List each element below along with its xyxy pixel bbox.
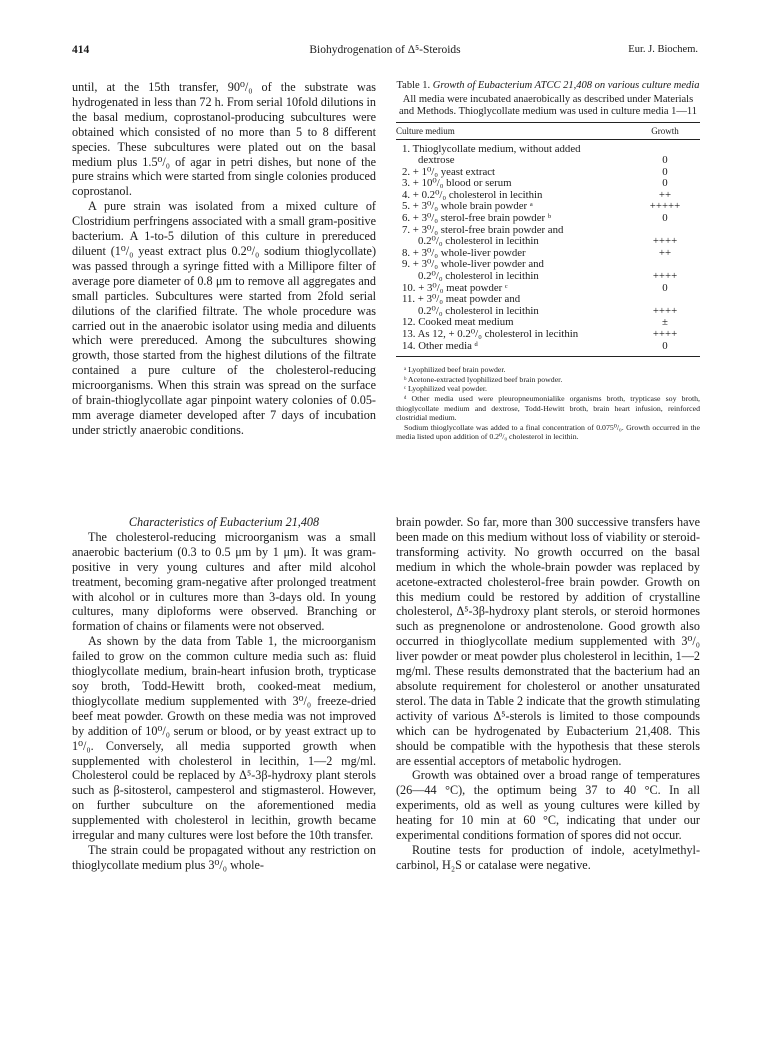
left-column-bottom	[72, 515, 376, 873]
column-header-growth: Growth	[651, 125, 679, 136]
growth-cell: ++++	[652, 328, 678, 340]
growth-cell: +++++	[649, 200, 681, 213]
table-footnote: Sodium thioglycollate was added to a final concentration of 0.075⁰/₀. Growth occurred in the media listed upon addition of 0.2⁰/₀ cholesterol in lecithin.	[396, 422, 700, 442]
medium-cell: 0.2⁰/₀ cholesterol in lecithin	[418, 304, 539, 317]
growth-cell: ±	[662, 316, 668, 329]
growth-cell: 0	[662, 177, 668, 190]
growth-cell: 0	[662, 281, 668, 294]
medium-cell: 12. Cooked meat medium	[402, 316, 514, 329]
page-number: 414	[72, 44, 90, 56]
growth-cell: ++++	[652, 304, 678, 317]
table-caption	[396, 80, 700, 93]
medium-cell: 4. + 0.2⁰/₀ cholesterol in lecithin	[402, 188, 543, 201]
table-title: Growth of Eubacterium ATCC 21,408 on various culture media	[432, 80, 700, 91]
paragraph: brain powder. So far, more than 300 successive transfers have been made on this medium without loss of viability or steroid-transforming activity. No growth occurred on the basal medium in which the whole-brain powder was replaced by acetone-extracted cholesterol-free brain powder. Growth on this medium could be restored by addition of crystalline cholesterol, Δ⁵-3β-hydroxy plant sterols, or steroid hormones such as pregnenolone or androstenolone. Good growth also occurred in thioglycollate medium supplemented with 3⁰/₀ liver powder or meat powder plus cholesterol in lecithin, 1—2 mg/ml. These results demonstrated that the bacterium had an absolute requirement for cholesterol or another unsaturated sterol. The data in Table 2 indicate that the growth stimulating activity of various Δ⁵-sterols is limited to those compounds which can be hydrogenated by Eubacterium 21,408. This should be compatible with the hypothesis that these sterols are essential acceptors of metabolic hydrogen.	[396, 515, 700, 768]
paragraph: The strain could be propagated without any restriction on thioglycollate medium plus 3⁰/₀ whole-	[72, 842, 376, 872]
table-header	[396, 123, 700, 139]
medium-cell: 8. + 3⁰/₀ whole-liver powder	[402, 246, 526, 259]
growth-cell: ++++	[652, 235, 678, 248]
medium-cell: 6. + 3⁰/₀ sterol-free brain powder ᵇ	[402, 212, 552, 225]
medium-cell: 13. As 12, + 0.2⁰/₀ cholesterol in lecithin	[402, 328, 579, 340]
medium-cell: 3. + 10⁰/₀ blood or serum	[402, 177, 512, 190]
table-row	[396, 213, 700, 225]
paragraph: The cholesterol-reducing microorganism was a small anaerobic bacterium (0.3 to 0.5 μm by 1 μm). It was gram-positive in very young cultures and after mild alcohol treatment, becoming gram-negative after prolonged treatment with alcohol or in cultures more than 3-days old. In young cultures, many diploforms were observed. Branching or formation of chains or filaments were not observed.	[72, 529, 376, 634]
growth-cell: ++++	[652, 270, 678, 283]
running-title: Biohydrogenation of Δ⁵-Steroids	[309, 44, 461, 56]
growth-cell: 0	[662, 339, 668, 352]
journal-name: Eur. J. Biochem.	[628, 44, 698, 55]
paragraph: Routine tests for production of indole, acetylmethyl-carbinol, H₂S or catalase were negative.	[396, 842, 700, 872]
medium-cell: 1. Thioglycollate medium, without added	[402, 142, 581, 155]
table-footnote: ᵃ Lyophilized beef brain powder.	[404, 365, 506, 375]
table-1	[396, 80, 700, 442]
medium-cell: 14. Other media ᵈ	[402, 339, 478, 352]
table-footnote: ᵇ Acetone-extracted lyophilized beef brain powder.	[404, 374, 563, 384]
medium-cell: 9. + 3⁰/₀ whole-liver powder and	[402, 258, 544, 271]
medium-cell: 10. + 3⁰/₀ meat powder ᶜ	[402, 281, 508, 294]
table-rule-header	[396, 139, 700, 140]
paragraph: Growth was obtained over a broad range of temperatures (26—44 °C), the optimum being 37 to 40 °C. In all experiments, old as well as young cultures were killed by heating for 10 min at 60 °C, indicating that under our experimental conditions formation of spores did not occur.	[396, 768, 700, 843]
right-column-bottom	[396, 515, 700, 873]
table-body	[396, 144, 700, 353]
medium-cell: dextrose	[418, 154, 455, 167]
section-heading: Characteristics of Eubacterium 21,408	[128, 515, 320, 529]
table-rule-bottom	[396, 356, 700, 357]
column-header-medium: Culture medium	[396, 125, 455, 136]
table-row	[396, 329, 700, 341]
medium-cell: 2. + 1⁰/₀ yeast extract	[402, 165, 496, 178]
table-footnote: ᵈ Other media used were pleuropneumonialike organisms broth, trypticase soy broth, thioglycollate medium and dextrose, Todd-Hewitt broth, brain heart infusion, reinforced clostridial medium.	[396, 393, 700, 423]
paragraph: until, at the 15th transfer, 90⁰/₀ of the substrate was hydrogenated in less than 72 h. From serial 10fold dilutions in the basal medium, coprostanol-producing subcultures were obtained which consisted of no more than 5 to 8 different species. These subcultures were plated out on the basal medium plus 1.5⁰/₀ of agar in petri dishes, but none of the pure strains which were started from single colonies produced coprostanol.	[72, 80, 376, 199]
growth-cell: ++	[658, 246, 672, 259]
table-label: Table 1.	[396, 80, 431, 91]
table-footnote: ᶜ Lyophilized veal powder.	[404, 384, 487, 394]
medium-cell: 11. + 3⁰/₀ meat powder and	[402, 293, 521, 306]
growth-cell: 0	[662, 212, 668, 225]
paragraph: As shown by the data from Table 1, the microorganism failed to grow on the common culture media such as: fluid thioglycollate medium, brain-heart infusion broth, trypticase soy broth, Todd-Hewitt broth, cooked-meat medium, thioglycollate medium supplemented with 3⁰/₀ freeze-dried beef meat powder. Growth on these media was not improved by addition of 10⁰/₀ serum or blood, or by yeast extract up to 1⁰/₀. Conversely, all media supported growth when supplemented with cholesterol in lecithin, 1—2 mg/ml. Cholesterol could be replaced by Δ⁵-3β-hydroxy plant sterols such as β-sitosterol, campesterol and stigmasterol. However, on further subculture on the aforementioned media supplemented with cholesterol in lecithin, growth became irregular and many cultures were lost before the 10th transfer.	[72, 634, 376, 843]
page-header	[72, 44, 698, 60]
medium-cell: 0.2⁰/₀ cholesterol in lecithin	[418, 235, 539, 248]
growth-cell: 0	[662, 165, 668, 178]
medium-cell: 0.2⁰/₀ cholesterol in lecithin	[418, 270, 539, 283]
paragraph: A pure strain was isolated from a mixed culture of Clostridium perfringens associated with a small gram-positive bacterium. A 1-to-5 dilution of this culture in prereduced diluent (1⁰/₀ yeast extract plus 0.2⁰/₀ sodium thioglycollate) was passed through a syringe fitted with a Millipore filter of average pore diameter of 0.8 μm to remove all aggregates and small particles. Subcultures were started from 2fold serial dilutions of the clarified filtrate. The whole procedure was carried out in the anaerobic isolator using media and diluents which were prereduced. Among the subcultures showing growth, those started from the highest dilutions of the filtrate contained a pure culture of the cholesterol-reducing microorganisms. When this strain was spread on the surface of brain-thioglycollate agar pinpoint watery colonies of 0.05-mm average diameter developed after 7 days of incubation under strictly anaerobic conditions.	[72, 199, 376, 437]
table-row	[396, 341, 700, 353]
medium-cell: 7. + 3⁰/₀ sterol-free brain powder and	[402, 223, 564, 236]
growth-cell: 0	[662, 154, 668, 167]
growth-cell: ++	[658, 188, 672, 201]
table-row	[396, 155, 700, 167]
table-row	[396, 271, 700, 283]
table-note: All media were incubated anaerobically as described under Materials and Methods. Thioglycollate medium was used in culture media 1—11	[398, 93, 698, 117]
medium-cell: 5. + 3⁰/₀ whole brain powder ᵃ	[402, 200, 533, 213]
left-column-top	[72, 80, 376, 438]
table-footnotes	[396, 365, 700, 442]
